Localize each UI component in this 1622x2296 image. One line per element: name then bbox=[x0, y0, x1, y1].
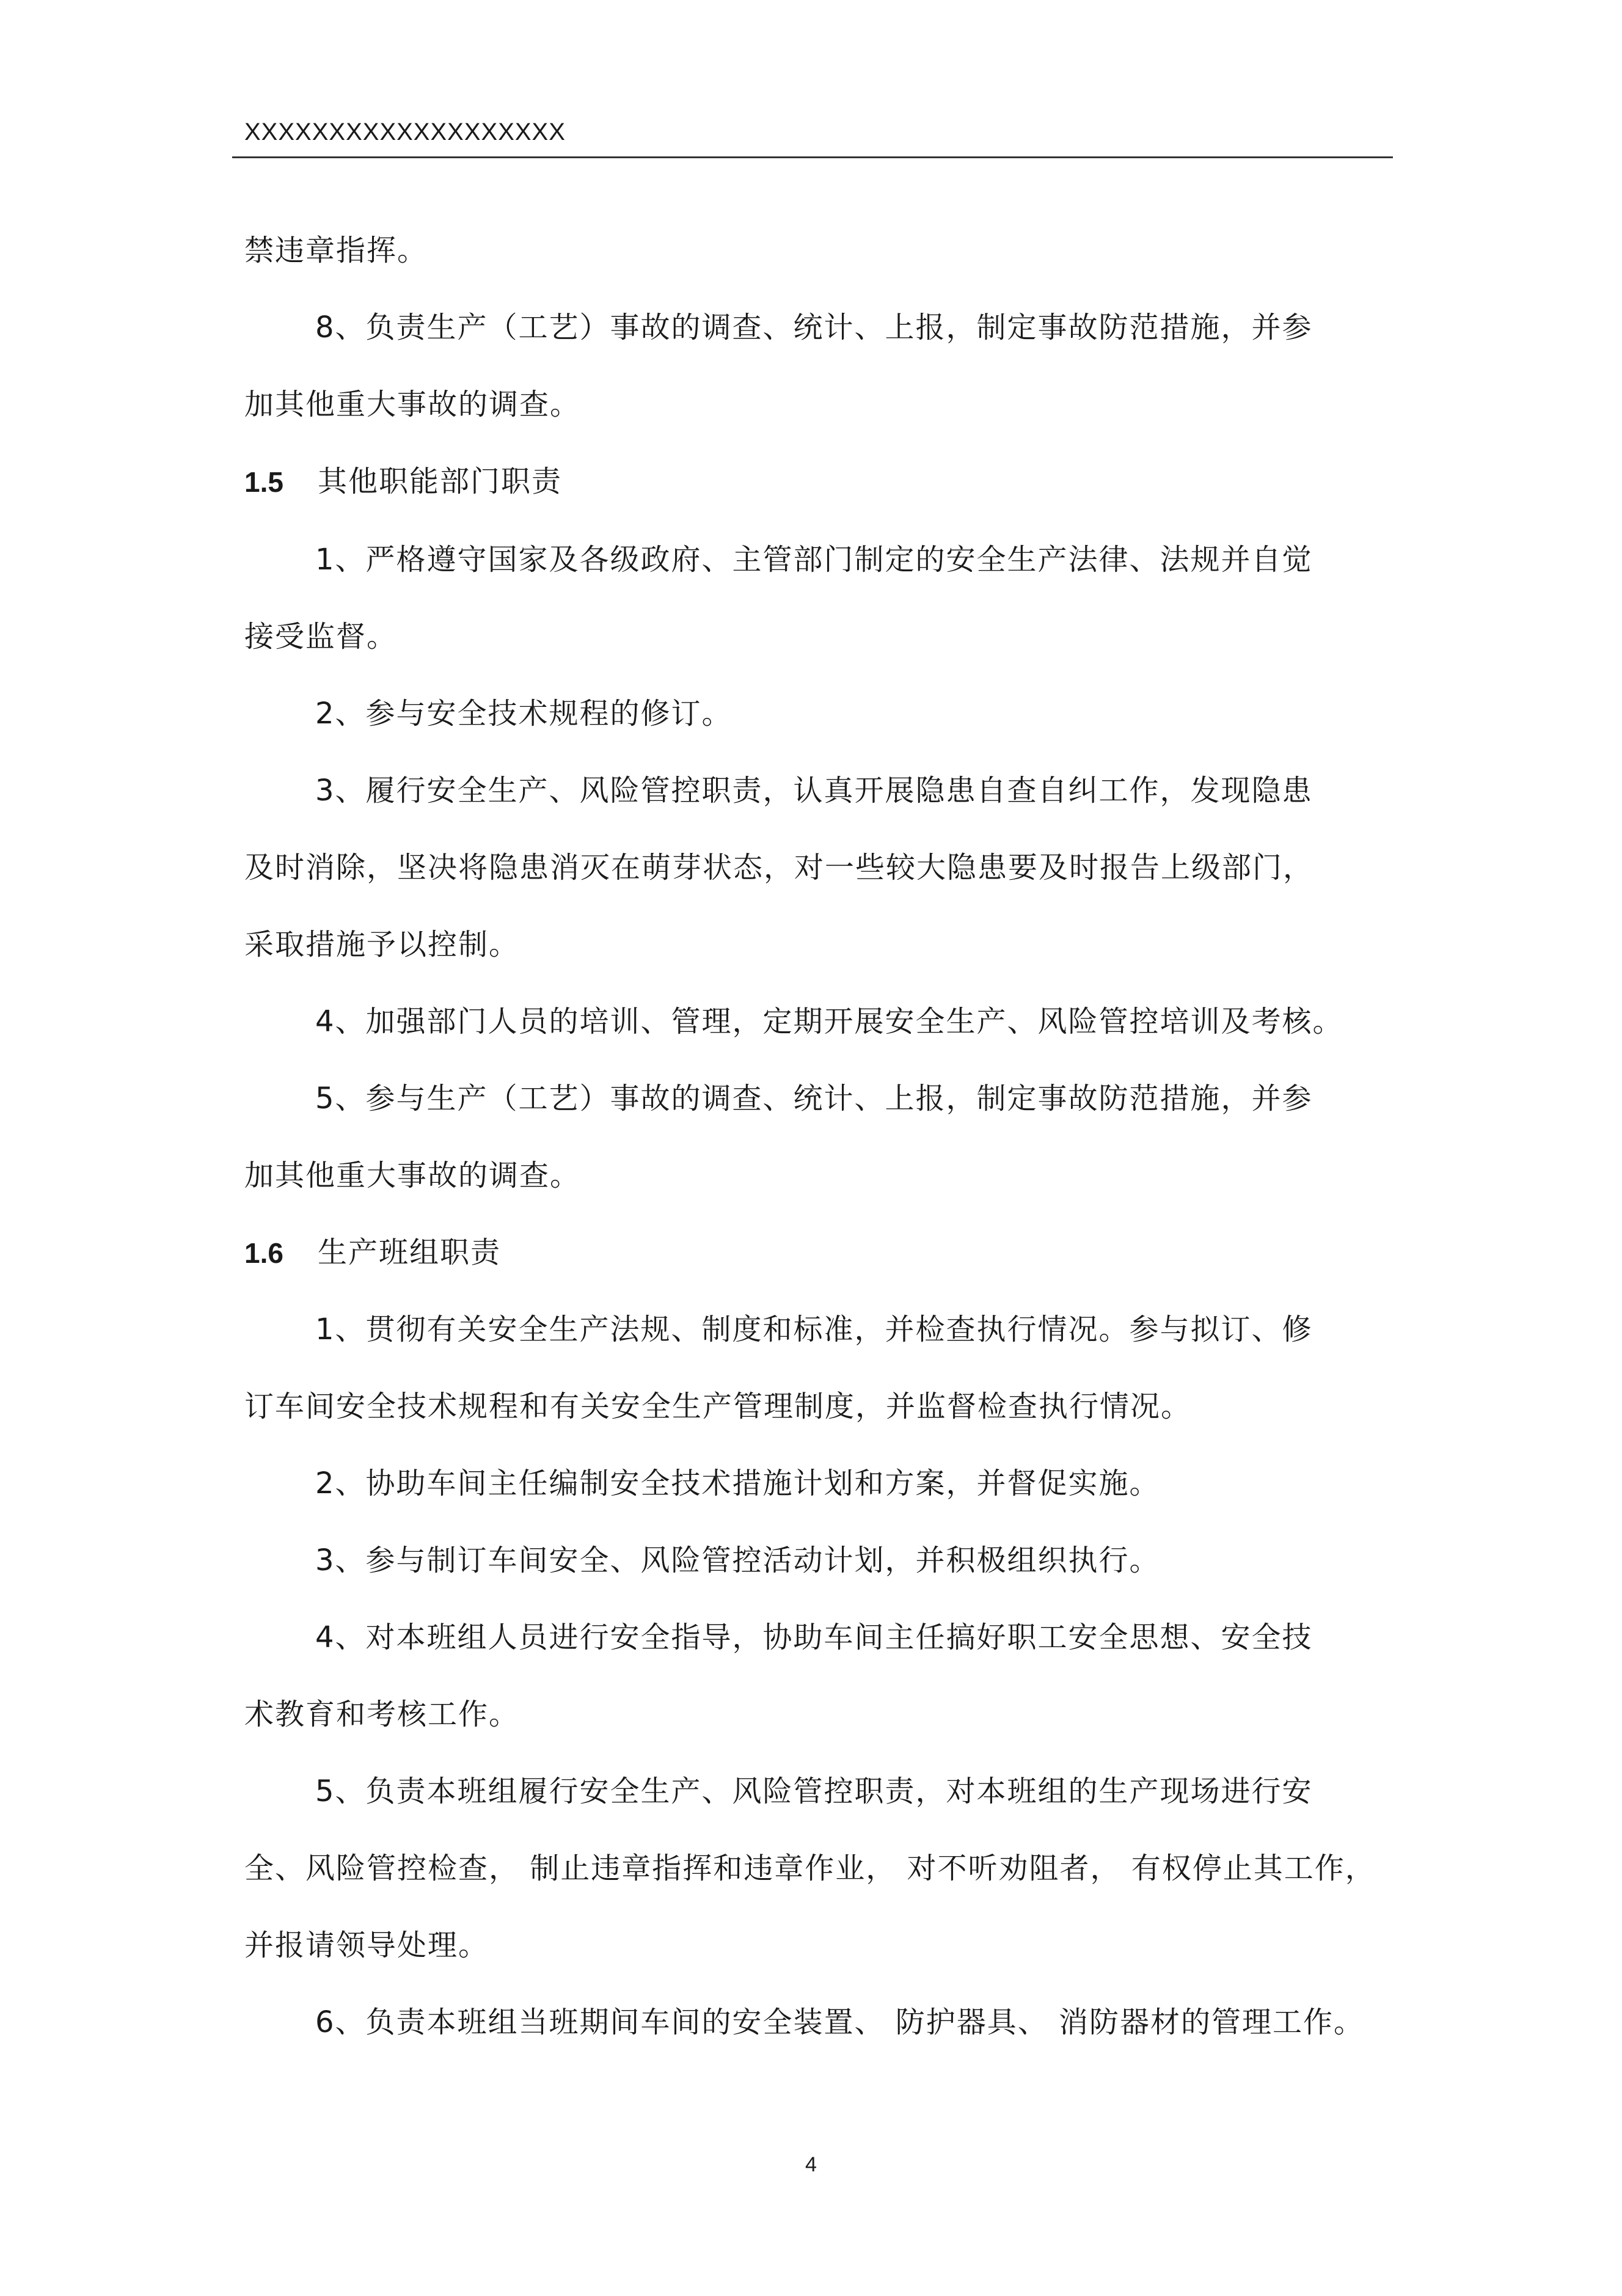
s15-item-3-line-1: 3、履行安全生产、风险管控职责，认真开展隐患自查自纠工作，发现隐患 bbox=[315, 773, 1313, 808]
s15-item-5-line-2: 加其他重大事故的调查。 bbox=[244, 1158, 581, 1193]
header-title: XXXXXXXXXXXXXXXXXXX bbox=[244, 119, 566, 145]
s15-item-1-line-1: 1、严格遵守国家及各级政府、主管部门制定的安全生产法律、法规并自觉 bbox=[315, 543, 1313, 577]
s15-item-4: 4、加强部门人员的培训、管理，定期开展安全生产、风险管控培训及考核。 bbox=[315, 1004, 1343, 1039]
paragraph-8-line-1: 8、负责生产（工艺）事故的调查、统计、上报，制定事故防范措施，并参 bbox=[315, 310, 1313, 345]
s15-item-1-line-2: 接受监督。 bbox=[244, 620, 398, 654]
s16-item-1-line-2: 订车间安全技术规程和有关安全生产管理制度，并监督检查执行情况。 bbox=[244, 1389, 1192, 1424]
paragraph-8-line-2: 加其他重大事故的调查。 bbox=[244, 387, 581, 422]
s16-item-1-line-1: 1、贯彻有关安全生产法规、制度和标准，并检查执行情况。参与拟订、修 bbox=[315, 1312, 1313, 1347]
section-title: 其他职能部门职责 bbox=[318, 464, 563, 499]
s15-item-3-line-2: 及时消除，坚决将隐患消灭在萌芽状态，对一些较大隐患要及时报告上级部门， bbox=[244, 850, 1314, 885]
page-number: 4 bbox=[805, 2153, 817, 2176]
s16-item-3: 3、参与制订车间安全、风险管控活动计划，并积极组织执行。 bbox=[315, 1543, 1160, 1578]
s16-item-5-line-1: 5、负责本班组履行安全生产、风险管控职责，对本班组的生产现场进行安 bbox=[315, 1774, 1313, 1808]
section-title: 生产班组职责 bbox=[318, 1235, 502, 1270]
s16-item-2: 2、协助车间主任编制安全技术措施计划和方案，并督促实施。 bbox=[315, 1466, 1160, 1501]
s16-item-5-line-3: 并报请领导处理。 bbox=[244, 1928, 489, 1962]
s15-item-5-line-1: 5、参与生产（工艺）事故的调查、统计、上报，制定事故防范措施，并参 bbox=[315, 1081, 1313, 1116]
section-number: 1.6 bbox=[244, 1237, 283, 1269]
s16-item-5-line-2: 全、风险管控检查， 制止违章指挥和违章作业， 对不听劝阻者， 有权停止其工作， bbox=[244, 1851, 1376, 1885]
s16-item-4-line-1: 4、对本班组人员进行安全指导，协助车间主任搞好职工安全思想、安全技 bbox=[315, 1620, 1313, 1654]
header-divider bbox=[232, 156, 1393, 158]
s16-item-6: 6、负责本班组当班期间车间的安全装置、 防护器具、 消防器材的管理工作。 bbox=[315, 2005, 1365, 2039]
s16-item-4-line-2: 术教育和考核工作。 bbox=[244, 1697, 520, 1731]
s15-item-3-line-3: 采取措施予以控制。 bbox=[244, 927, 520, 962]
paragraph-continuation: 禁违章指挥。 bbox=[244, 233, 428, 268]
section-number: 1.5 bbox=[244, 466, 283, 498]
s15-item-2: 2、参与安全技术规程的修订。 bbox=[315, 696, 732, 731]
